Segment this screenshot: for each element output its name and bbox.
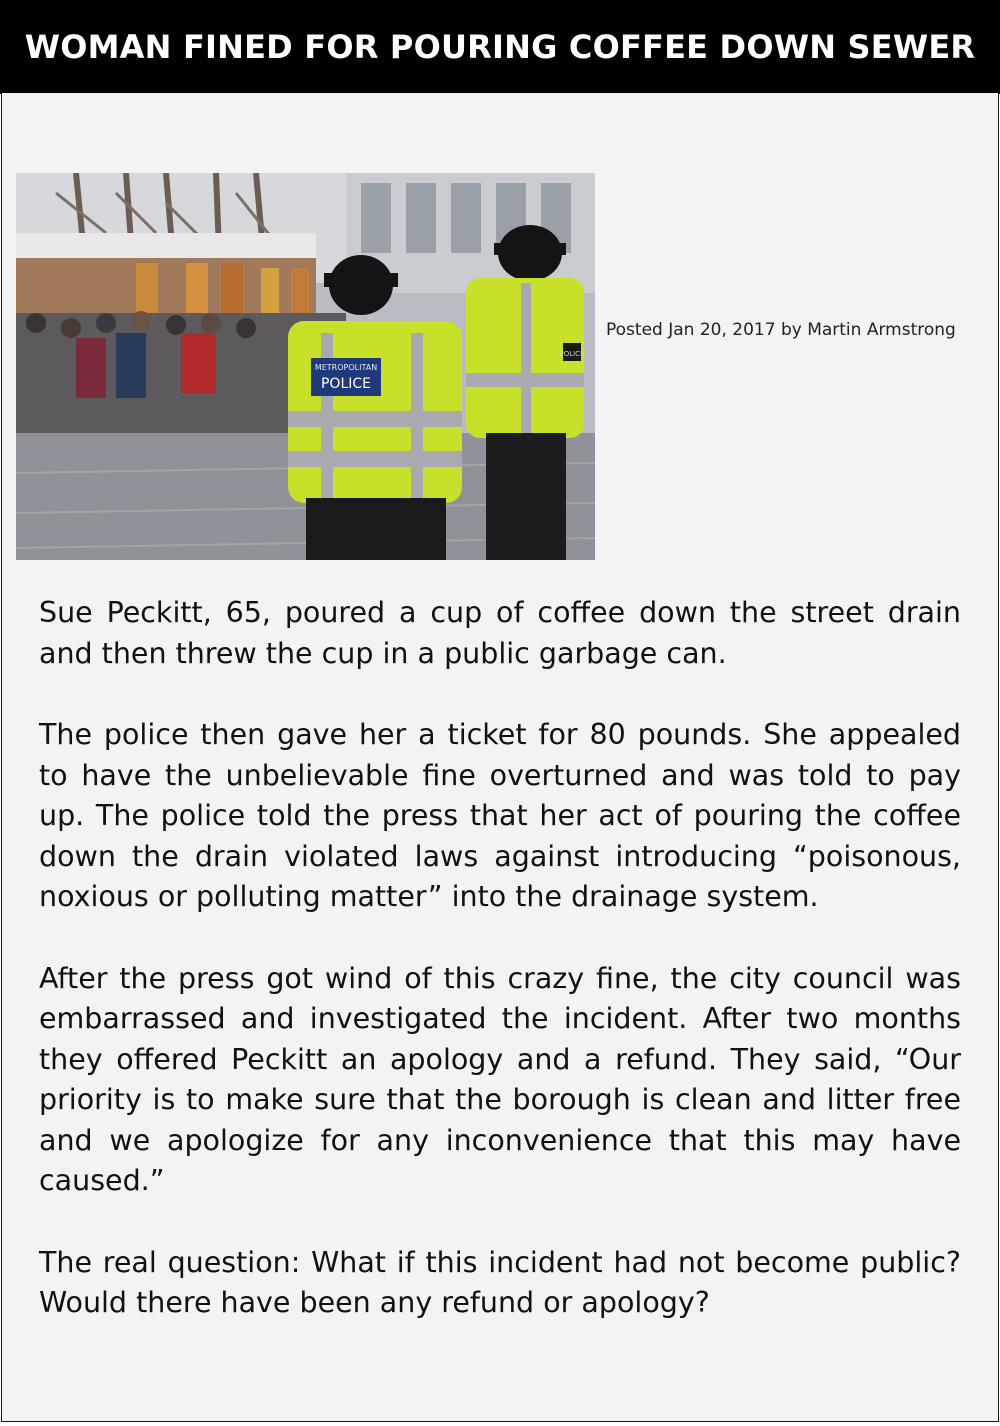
paragraph: The real question: What if this incident had not become public? Would there have been any refund or apology? xyxy=(39,1245,961,1319)
vest-badge-top-text: METROPOLITAN xyxy=(314,363,378,372)
police-photo xyxy=(16,173,595,560)
vest-side-text: POLICE xyxy=(559,350,585,358)
paragraph: The police then gave her a ticket for 80 pounds. She appealed to have the unbelievable fine overturned and was told to pay up. The police told the press that her act of pouring the coffee down the drain violated laws against introducing “poisonous, noxious or polluting matter” into the drainage system. xyxy=(39,718,961,913)
headline: WOMAN FINED FOR POURING COFFEE DOWN SEWER xyxy=(24,28,976,66)
paragraph: After the press got wind of this crazy fine, the city council was embarrassed and investigated the incident. After two months they offered Peckitt an apology and a refund. They said, “Our priority is to make sure that the borough is clean and litter free and we apologize for any inconvenience that this may have caused.” xyxy=(39,961,961,1197)
article-text xyxy=(39,593,961,1365)
byline: Posted Jan 20, 2017 by Martin Armstrong xyxy=(606,320,956,340)
headline-bar xyxy=(0,0,1000,94)
vest-badge-main-text: POLICE xyxy=(320,376,372,392)
paragraph: Sue Peckitt, 65, poured a cup of coffee down the street drain and then threw the cup in a public garbage can. xyxy=(39,596,961,670)
